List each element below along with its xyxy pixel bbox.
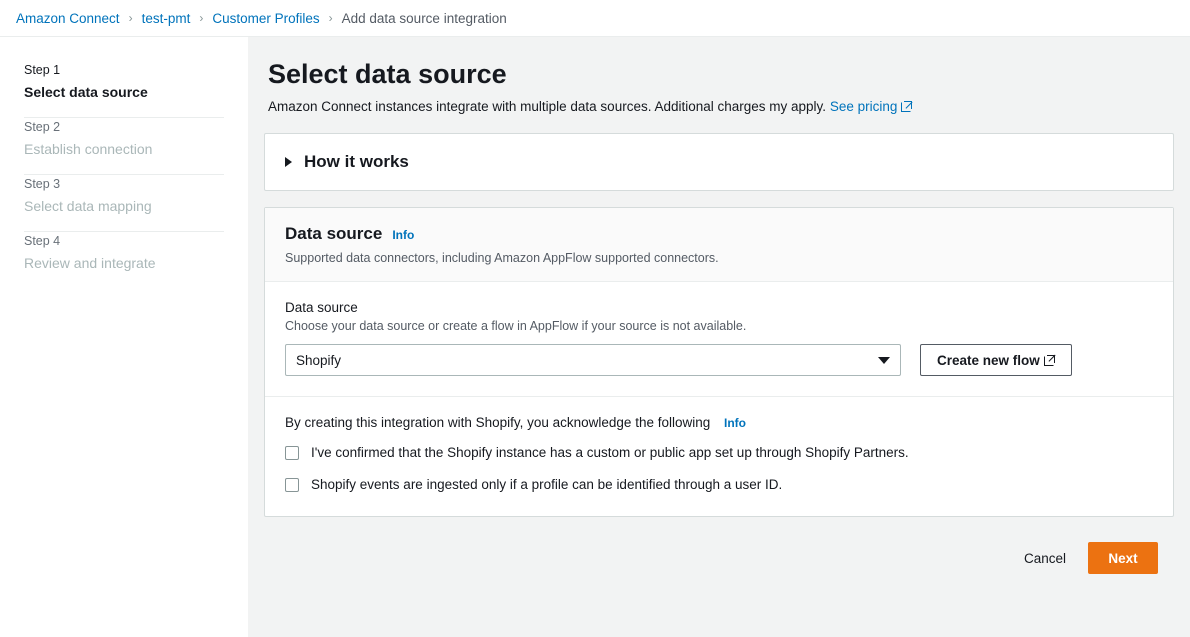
data-source-select[interactable]: [285, 344, 901, 376]
wizard-step-1[interactable]: [24, 61, 224, 117]
page-title: Select data source: [268, 59, 507, 89]
breadcrumb-item-customer-profiles[interactable]: Customer Profiles: [212, 10, 320, 26]
wizard-step-3-number: Step 3: [24, 177, 61, 191]
wizard-step-4[interactable]: [24, 232, 224, 288]
wizard-step-2[interactable]: [24, 118, 224, 174]
see-pricing-link[interactable]: [830, 99, 913, 114]
data-source-field-description: Choose your data source or create a flow in AppFlow if your source is not available.: [285, 319, 747, 333]
breadcrumb-separator-icon: ›: [328, 11, 333, 25]
wizard-step-3-title: Select data mapping: [24, 198, 152, 214]
page-body: [0, 37, 1190, 637]
see-pricing-label: See pricing: [829, 99, 898, 114]
page-description: [268, 97, 1174, 117]
data-source-header-row: [285, 224, 1153, 244]
main-content: [248, 37, 1190, 637]
acknowledgements-section: [265, 397, 1173, 516]
wizard-step-1-number: Step 1: [24, 63, 61, 77]
wizard-step-4-title: Review and integrate: [24, 255, 156, 271]
breadcrumb-item-amazon-connect[interactable]: Amazon Connect: [16, 10, 120, 26]
create-new-flow-button[interactable]: [920, 344, 1072, 376]
external-link-icon: [901, 101, 912, 112]
how-it-works-container: [264, 133, 1174, 191]
acknowledgement-row-2[interactable]: [285, 476, 1153, 494]
data-source-field-row: [285, 344, 1153, 376]
acknowledgement-row-1[interactable]: [285, 444, 1153, 462]
data-source-title: Data source: [285, 224, 383, 243]
acknowledgements-title: [285, 415, 1153, 430]
acknowledgement-label-2[interactable]: Shopify events are ingested only if a profile can be identified through a user ID.: [311, 477, 783, 492]
create-new-flow-label: Create new flow: [937, 352, 1040, 368]
wizard-step-2-number: Step 2: [24, 120, 61, 134]
data-source-field-section: [265, 282, 1173, 396]
acknowledgements-title-text: By creating this integration with Shopify, you acknowledge the following: [285, 415, 711, 430]
cancel-button[interactable]: Cancel: [1020, 543, 1070, 574]
page-description-text: Amazon Connect instances integrate with multiple data sources. Additional charges my apply.: [268, 99, 827, 114]
breadcrumb-item-test-pmt[interactable]: test-pmt: [141, 10, 191, 26]
breadcrumb-item-current: Add data source integration: [341, 10, 507, 26]
chevron-down-icon: [878, 357, 890, 364]
wizard-step-4-number: Step 4: [24, 234, 61, 248]
wizard-step-2-title: Establish connection: [24, 141, 153, 157]
data-source-info-link[interactable]: Info: [392, 228, 415, 242]
acknowledgement-checkbox-2[interactable]: [285, 478, 299, 492]
how-it-works-label: How it works: [304, 152, 409, 171]
data-source-selected-value: Shopify: [296, 352, 342, 368]
wizard-step-3[interactable]: [24, 175, 224, 231]
wizard-step-1-title: Select data source: [24, 84, 148, 100]
breadcrumb-separator-icon: ›: [128, 11, 133, 25]
data-source-header: [265, 208, 1173, 282]
acknowledgement-checkbox-1[interactable]: [285, 446, 299, 460]
data-source-header-description: Supported data connectors, including Amazon AppFlow supported connectors.: [285, 251, 719, 265]
data-source-field-label: Data source: [285, 300, 358, 315]
wizard-navigation: [0, 37, 248, 637]
external-link-icon: [1044, 355, 1055, 366]
chevron-right-icon: [285, 157, 292, 167]
how-it-works-toggle[interactable]: [265, 134, 1173, 190]
wizard-footer: [264, 533, 1174, 590]
acknowledgements-info-link[interactable]: Info: [724, 416, 747, 430]
data-source-container: [264, 207, 1174, 517]
breadcrumb-separator-icon: ›: [199, 11, 204, 25]
acknowledgement-label-1[interactable]: I've confirmed that the Shopify instance has a custom or public app set up through Shopify Partners.: [311, 445, 909, 460]
breadcrumb: [0, 0, 1190, 37]
next-button[interactable]: Next: [1088, 542, 1158, 574]
